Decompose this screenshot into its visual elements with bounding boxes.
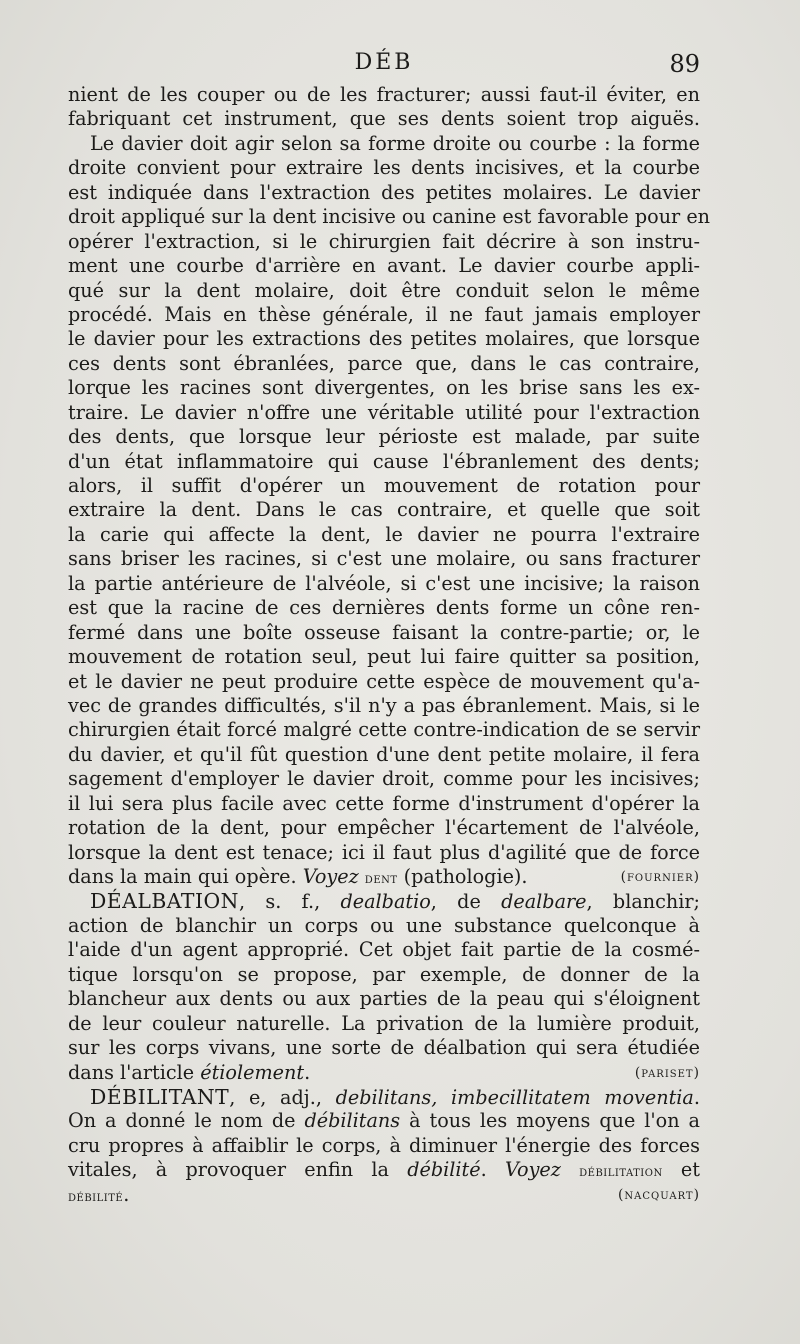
running-title: DÉB <box>354 50 414 75</box>
davier-paragraph <box>68 83 711 865</box>
text-line: du davier, et qu'il fût question d'une dent petite molaire, il fera <box>68 742 700 766</box>
text-line: rotation de la dent, pour empêcher l'écartement de l'alvéole, <box>68 816 700 840</box>
debilitant-line-3: cru propres à affaiblir le corps, à diminuer l'énergie des forces <box>68 1133 700 1157</box>
text-line: blancheur aux dents ou aux parties de la peau qui s'éloignent <box>68 987 700 1011</box>
text-line: il lui sera plus facile avec cette forme d'instrument d'opérer la <box>68 791 700 815</box>
text-line: opérer l'extraction, si le chirurgien fait décrire à son instru- <box>68 229 700 253</box>
text-line: sur les corps vivans, une sorte de déalbation qui sera étudiée <box>68 1036 700 1060</box>
text-line: traire. Le davier n'offre une véritable utilité pour l'extraction <box>68 400 700 424</box>
voyez-label: Voyez <box>302 865 359 888</box>
text-line: sans briser les racines, si c'est une molaire, ou sans fracturer <box>68 547 700 571</box>
text-line: action de blanchir un corps ou une substance quelconque à <box>68 913 700 937</box>
text-line: ces dents sont ébranlées, parce que, dans le cas contraire, <box>68 351 700 375</box>
text-line: est indiquée dans l'extraction des petites molaires. Le davier <box>68 180 700 204</box>
page-body <box>68 83 711 1207</box>
text-line: Le davier doit agir selon sa forme droite ou courbe : la forme <box>90 131 700 155</box>
headword-dealbation: DÉALBATION <box>90 889 239 914</box>
text-line: nient de les couper ou de les fracturer; aussi faut-il éviter, en <box>68 83 700 106</box>
debilitant-line-4: vitales, à provoquer enfin la débilité. Voyez débilitation et <box>68 1158 701 1182</box>
text-line: tique lorsqu'on se propose, par exemple, de donner de la <box>68 962 700 986</box>
text-line: fabriquant cet instrument, que ses dents soient trop aiguës. <box>68 107 700 131</box>
text-line: alors, il suffit d'opérer un mouvement de rotation pour <box>68 474 700 497</box>
fournier-closing-line: dans la main qui opère. Voyez dent (pathologie). (fournier) <box>68 865 700 888</box>
text-line: vec de grandes difficultés, s'il n'y a pas ébranlement. Mais, si le <box>68 693 700 717</box>
text-line: le davier pour les extractions des petites molaires, que lorsque <box>68 327 700 351</box>
debilitant-first-line: DÉBILITANT, e, adj., debilitans, imbecillitatem moventia. <box>90 1084 700 1109</box>
text-line: chirurgien était forcé malgré cette contre-indication de se servir <box>68 718 700 742</box>
text-line: lorque les racines sont divergentes, on les brise sans les ex- <box>68 376 700 400</box>
debilitant-line-2: On a donné le nom de débilitans à tous les moyens que l'on a <box>68 1109 700 1133</box>
text-line: droit appliqué sur la dent incisive ou canine est favorable pour en <box>68 205 711 229</box>
entry-dealbation <box>68 889 700 1085</box>
page-number: 89 <box>669 50 700 78</box>
dealbation-first-line: DÉALBATION, s. f., dealbatio, de dealbare, blanchir; <box>90 889 701 914</box>
text-line: ment une courbe d'arrière en avant. Le davier courbe appli- <box>68 254 700 278</box>
signature-pariset: (pariset) <box>634 1064 700 1081</box>
text-line: et le davier ne peut produire cette espèce de mouvement qu'a- <box>68 669 700 693</box>
cross-ref-debilitation: débilitation <box>579 1162 663 1181</box>
text-line: l'aide d'un agent approprié. Cet objet fait partie de la cosmé- <box>68 938 700 962</box>
text-line: la partie antérieure de l'alvéole, si c'est une incisive; la raison <box>68 571 700 595</box>
dealbation-text <box>68 914 700 1061</box>
voyez-label: Voyez <box>504 1158 561 1182</box>
text-line: sagement d'employer le davier droit, comme pour les incisives; <box>68 767 700 791</box>
text-line: droite convient pour extraire les dents incisives, et la courbe <box>68 156 700 180</box>
text-line: fermé dans une boîte osseuse faisant la contre-partie; or, le <box>68 620 700 644</box>
text-line: est que la racine de ces dernières dents forme un cône ren- <box>68 596 700 620</box>
headword-debilitant: DÉBILITANT <box>90 1084 230 1109</box>
text-line: extraire la dent. Dans le cas contraire, et quelle que soit <box>68 498 700 522</box>
text-line: d'un état inflammatoire qui cause l'ébranlement des dents; <box>68 449 700 473</box>
entry-debilitant <box>68 1085 700 1207</box>
text-line: procédé. Mais en thèse générale, il ne faut jamais employer <box>68 302 700 326</box>
cross-ref-debilite: débilité <box>68 1186 124 1205</box>
dealbation-last-line: dans l'article étiolement. (pariset) <box>68 1060 700 1084</box>
debilitant-last-line: débilité. (nacquart) <box>68 1182 700 1206</box>
text-line: lorsque la dent est tenace; ici il faut plus d'agilité que de force <box>68 840 700 864</box>
text-line: mouvement de rotation seul, peut lui faire quitter sa position, <box>68 645 700 669</box>
text-line: de leur couleur naturelle. La privation de la lumière produit, <box>68 1011 700 1035</box>
signature-nacquart: (nacquart) <box>618 1186 700 1203</box>
text-line: qué sur la dent molaire, doit être conduit selon le même <box>68 278 700 302</box>
cross-ref-dent: dent <box>364 869 398 887</box>
signature-fournier: (fournier) <box>620 869 700 885</box>
text-line: la carie qui affecte la dent, le davier ne pourra l'extraire <box>68 522 700 546</box>
running-header <box>68 50 700 80</box>
text-line: des dents, que lorsque leur périoste est malade, par suite <box>68 425 700 449</box>
